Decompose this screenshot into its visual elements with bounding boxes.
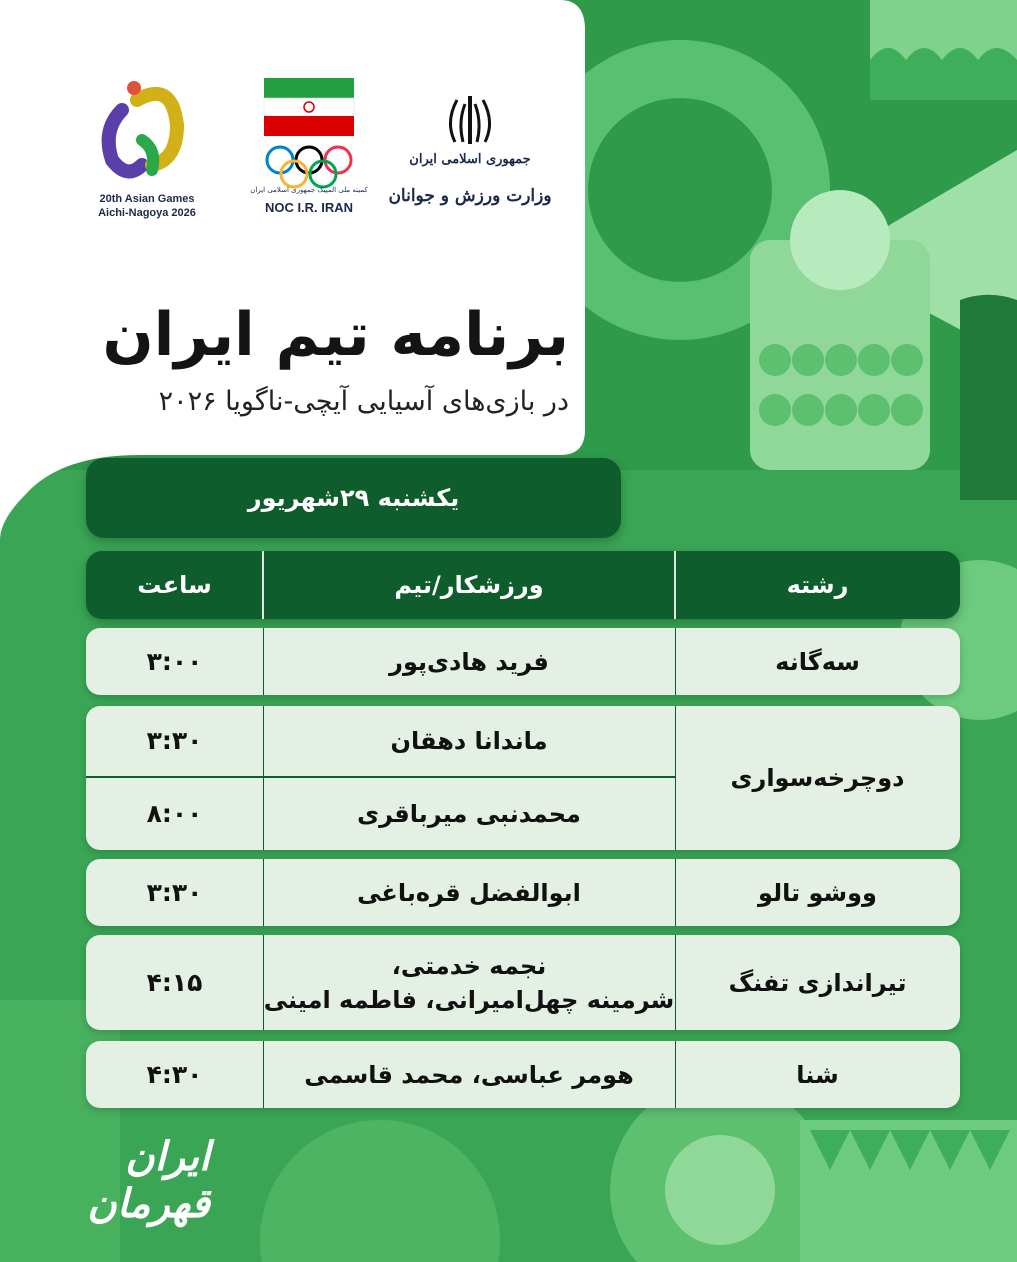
row-discipline: سه‌گانه bbox=[775, 647, 860, 676]
date-banner bbox=[86, 458, 621, 538]
table-row bbox=[86, 935, 960, 1030]
row-discipline: ووشو تالو bbox=[758, 878, 877, 907]
date-text: یکشنبه ۲۹شهریور bbox=[247, 484, 460, 512]
ministry-line-1: جمهوری اسلامی ایران bbox=[409, 152, 531, 167]
row-athlete: ابوالفضل قره‌باغی bbox=[357, 878, 581, 907]
noc-persian-text: کمیته ملی المپیک جمهوری اسلامی ایران bbox=[250, 186, 368, 194]
header-athlete: ورزشکار/تیم bbox=[394, 571, 544, 599]
row-discipline: دوچرخه‌سواری bbox=[730, 764, 905, 792]
table-header bbox=[86, 551, 960, 619]
table-row bbox=[86, 1041, 960, 1108]
row-time: ۳:۰۰ bbox=[146, 646, 203, 676]
row-athlete-multiline bbox=[263, 935, 675, 1030]
asian-games-emblem-icon bbox=[82, 70, 212, 190]
page-title: برنامه تیم ایران bbox=[102, 300, 569, 370]
row-time: ۴:۱۵ bbox=[146, 967, 203, 997]
row-discipline: تیراندازی تفنگ bbox=[728, 968, 907, 997]
row-athlete-line-2: شرمینه چهل‌امیرانی، فاطمه امینی bbox=[263, 985, 675, 1014]
iran-flag-olympic-rings-icon bbox=[250, 78, 368, 198]
row-time: ۸:۰۰ bbox=[146, 799, 203, 828]
row-athlete-line-1: نجمه خدمتی، bbox=[391, 951, 547, 980]
header-discipline: رشته bbox=[786, 571, 849, 599]
table-row bbox=[86, 706, 960, 850]
row-time: ۴:۳۰ bbox=[146, 1059, 203, 1089]
page-subtitle: در بازی‌های آسیایی آیچی-ناگویا ۲۰۲۶ bbox=[158, 386, 569, 417]
row-athlete: محمدنبی میرباقری bbox=[357, 800, 581, 828]
row-athlete: ماندانا دهقان bbox=[390, 727, 548, 755]
asian-games-caption-2: Aichi-Nagoya 2026 bbox=[98, 207, 196, 219]
noc-iran-logo bbox=[250, 78, 368, 223]
table-row bbox=[86, 628, 960, 695]
ministry-logo bbox=[385, 92, 555, 222]
row-time: ۳:۳۰ bbox=[146, 877, 203, 907]
noc-caption: NOC I.R. IRAN bbox=[264, 200, 354, 215]
header-time: ساعت bbox=[137, 571, 212, 599]
asian-games-logo bbox=[82, 70, 212, 225]
ministry-line-2: وزارت ورزش و جوانان bbox=[388, 186, 552, 206]
row-discipline: شنا bbox=[796, 1060, 839, 1089]
iran-emblem-icon bbox=[385, 92, 555, 147]
row-time: ۳:۳۰ bbox=[146, 726, 203, 755]
row-athlete: هومر عباسی، محمد قاسمی bbox=[304, 1060, 634, 1089]
brand-logo: ایران قهرمان bbox=[87, 1133, 210, 1227]
row-athlete: فرید هادی‌پور bbox=[389, 647, 549, 676]
table-row bbox=[86, 859, 960, 926]
asian-games-caption-1: 20th Asian Games bbox=[99, 193, 195, 205]
